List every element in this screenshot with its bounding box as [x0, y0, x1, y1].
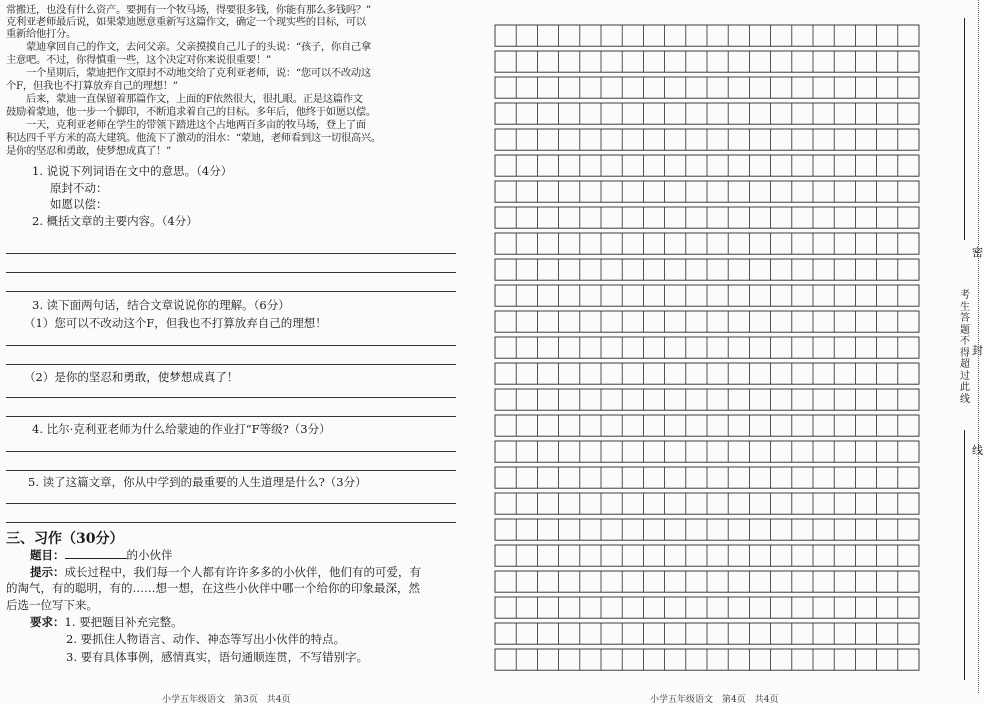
grid-row[interactable] — [495, 311, 919, 332]
question-3-sentence-1: （1）您可以不改动这个F，但我也不打算放弃自己的理想！ — [24, 316, 327, 330]
seal-line — [964, 430, 965, 680]
grid-row[interactable] — [495, 415, 919, 436]
requirement-item: 1. 要把题目补充完整。 — [64, 615, 183, 629]
essay-requirements — [30, 614, 488, 630]
answer-line[interactable] — [6, 470, 456, 471]
grid-paper[interactable] — [490, 22, 952, 672]
grid-row[interactable] — [495, 623, 919, 644]
answer-line[interactable] — [6, 397, 456, 398]
essay-topic — [30, 547, 488, 563]
section-heading: 三、习作（30分） — [6, 531, 124, 547]
grid-row[interactable] — [495, 545, 919, 566]
answer-line[interactable] — [6, 345, 456, 346]
grid-row[interactable] — [495, 363, 919, 384]
hint-line: 的淘气，有的聪明，有的……想一想，在这些小伙伴中哪一个给你的印象最深，然 — [6, 581, 420, 595]
story-line: 一天，克利亚老师在学生的带领下踏进这个占地两百多亩的牧马场，登上了面 — [6, 119, 366, 131]
requirement-item: 3. 要有具体事例，感情真实，语句通顺连贯，不写错别字。 — [66, 650, 369, 664]
question-1-term-a: 原封不动： — [50, 181, 108, 195]
answer-line[interactable] — [6, 416, 456, 417]
story-line: 主意吧。不过，你得慎重一些，这个决定对你来说很重要！” — [6, 54, 271, 66]
grid-row[interactable] — [495, 337, 919, 358]
grid-row[interactable] — [495, 571, 919, 592]
grid-row[interactable] — [495, 51, 919, 72]
question-5: 5. 读了这篇文章，你从中学到的最重要的人生道理是什么?（3分） — [28, 475, 367, 489]
story-line: 后来，蒙迪一直保留着那篇作文，上面的F依然很大，很扎眼。正是这篇作文 — [6, 93, 363, 105]
story-line: 克利亚老师最后说，如果蒙迪愿意重新写这篇作文，确定一个现实些的目标，可以 — [6, 16, 366, 28]
requirements-label: 要求： — [30, 615, 65, 629]
hint-text: 成长过程中，我们每一个人都有许许多多的小伙伴，他们有的可爱，有 — [64, 565, 421, 579]
answer-line[interactable] — [6, 291, 456, 292]
grid-row[interactable] — [495, 103, 919, 124]
question-3: 3. 读下面两句话，结合文章说说你的理解。（6分） — [32, 298, 290, 312]
page-footer: 小学五年级语文 第3页 共4页 — [162, 695, 291, 705]
seal-line — [964, 18, 965, 240]
exam-page-3 — [0, 0, 470, 705]
question-1: 1. 说说下列词语在文中的意思。（4分） — [32, 164, 233, 178]
topic-label: 题目： — [30, 548, 65, 562]
grid-row[interactable] — [495, 649, 919, 670]
answer-line[interactable] — [6, 522, 456, 523]
page-footer: 小学五年级语文 第4页 共4页 — [650, 695, 779, 705]
grid-row[interactable] — [495, 389, 919, 410]
answer-line[interactable] — [6, 451, 456, 452]
story-line: 个F，但我也不打算放弃自己的理想！” — [6, 80, 178, 92]
grid-row[interactable] — [495, 25, 919, 46]
hint-label: 提示： — [30, 565, 65, 579]
question-4: 4. 比尔·克利亚老师为什么给蒙迪的作业打“F等级?（3分） — [32, 422, 331, 436]
story-line: 常搬迁，也没有什么资产。要拥有一个牧马场，得要很多钱，你能有那么多钱吗？” — [6, 4, 371, 16]
grid-row[interactable] — [495, 467, 919, 488]
grid-row[interactable] — [495, 493, 919, 514]
question-2: 2. 概括文章的主要内容。（4分） — [32, 214, 198, 228]
topic-blank[interactable] — [65, 548, 127, 559]
grid-row[interactable] — [495, 597, 919, 618]
composition-grid[interactable] — [490, 22, 952, 672]
story-line: 是你的坚忍和勇敢，使梦想成真了！” — [6, 145, 171, 157]
story-line: 一个星期后，蒙迪把作文原封不动地交给了克利亚老师，说：“您可以不改动这 — [6, 67, 371, 79]
story-line: 积达四千平方米的高大建筑。他流下了激动的泪水：“蒙迪，老师看到这一切很高兴。 — [6, 132, 381, 144]
requirement-item: 2. 要抓住人物语言、动作、神态等写出小伙伴的特点。 — [66, 632, 346, 646]
answer-line[interactable] — [6, 503, 456, 504]
grid-row[interactable] — [495, 207, 919, 228]
answer-line[interactable] — [6, 253, 456, 254]
grid-row[interactable] — [495, 233, 919, 254]
story-line: 重新给他打分。 — [6, 28, 76, 40]
grid-row[interactable] — [495, 519, 919, 540]
seal-char-xian: 线 — [972, 444, 983, 457]
question-1-term-b: 如愿以偿： — [50, 197, 108, 211]
grid-row[interactable] — [495, 259, 919, 280]
answer-line[interactable] — [6, 364, 456, 365]
topic-suffix: 的小伙伴 — [126, 548, 173, 562]
seal-notice: 考生答题不得超过此线 — [960, 290, 970, 405]
question-3-sentence-2: （2）是你的坚忍和勇敢，使梦想成真了！ — [24, 370, 239, 384]
seal-char-mi: 密 — [972, 246, 983, 259]
story-line: 鼓励着蒙迪，他一步一个脚印，不断追求着自己的目标。多年后，他终于如愿以偿。 — [6, 106, 376, 118]
grid-row[interactable] — [495, 129, 919, 150]
grid-row[interactable] — [495, 285, 919, 306]
essay-hint — [30, 564, 488, 580]
grid-row[interactable] — [495, 181, 919, 202]
answer-line[interactable] — [6, 272, 456, 273]
seal-strip — [958, 0, 984, 693]
grid-row[interactable] — [495, 155, 919, 176]
grid-row[interactable] — [495, 77, 919, 98]
hint-line: 后选一位写下来。 — [6, 598, 98, 612]
grid-row[interactable] — [495, 441, 919, 462]
seal-char-feng: 封 — [972, 344, 983, 357]
story-line: 蒙迪拿回自己的作文，去问父亲。父亲摸摸自己儿子的头说：“孩子，你自己拿 — [6, 41, 371, 53]
